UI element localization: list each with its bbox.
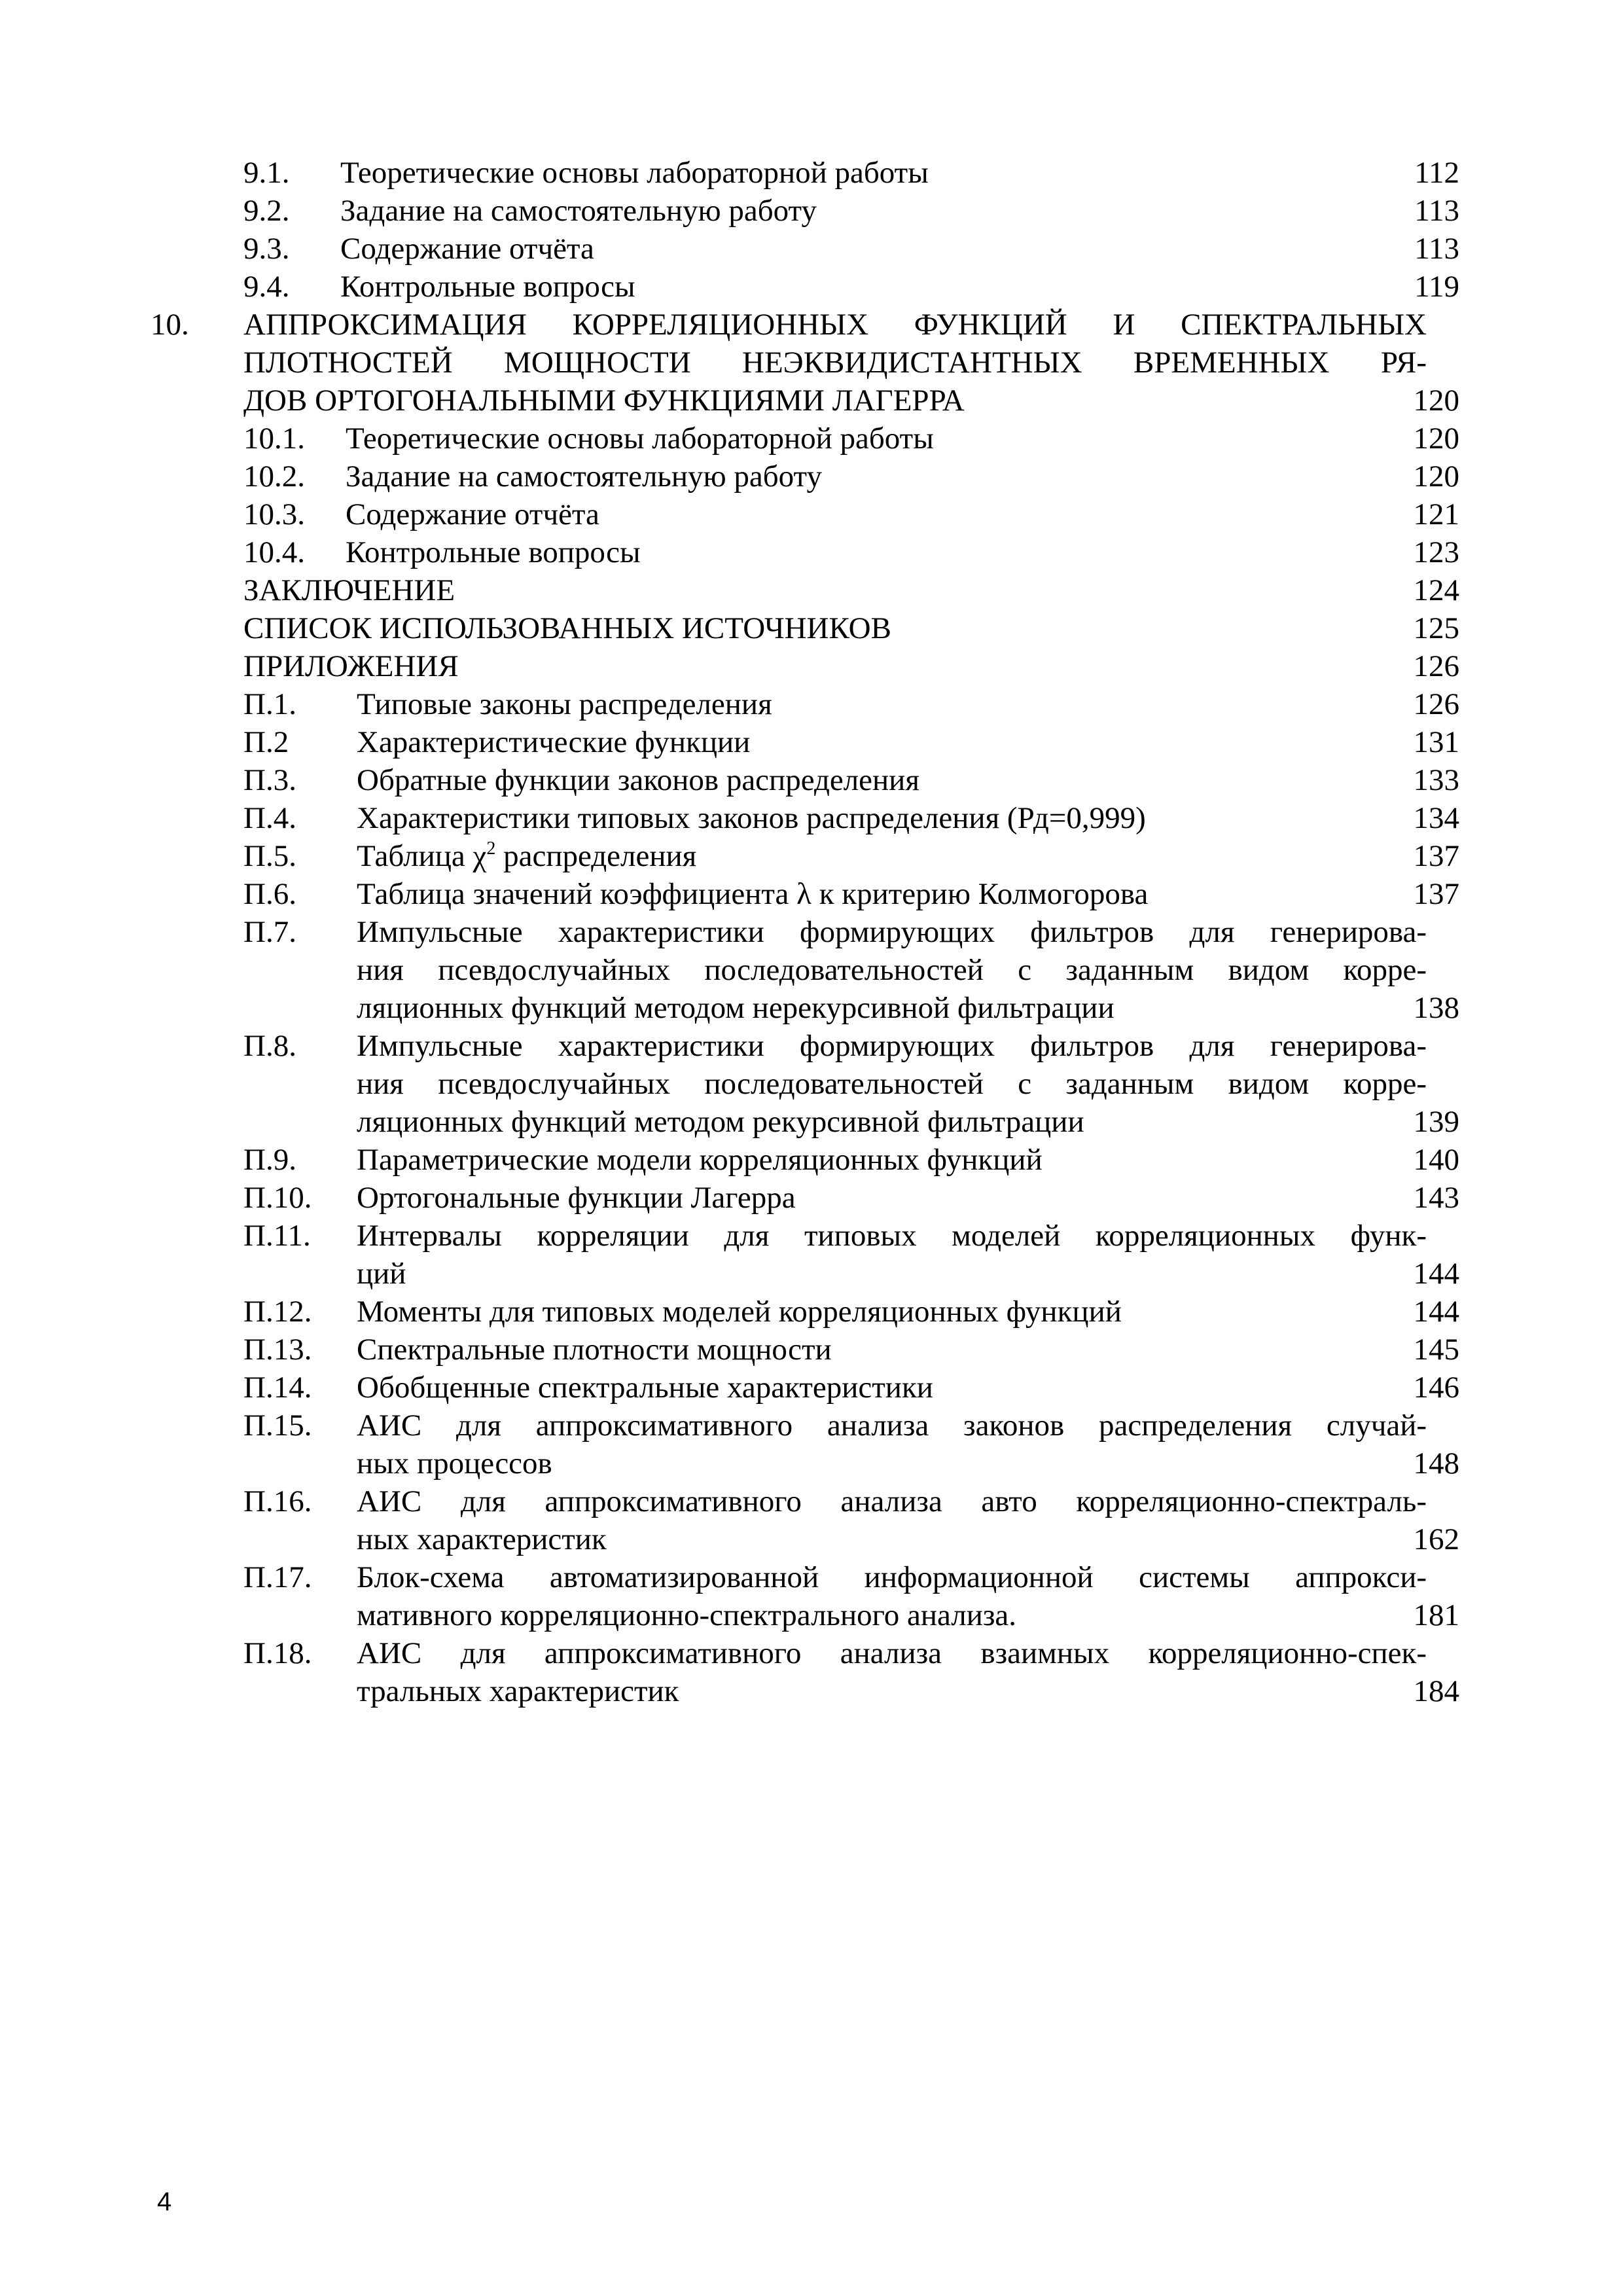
toc-entry: [151, 761, 1459, 799]
toc-entry-page: 148: [1413, 1446, 1459, 1480]
toc-entry-number: П.1.: [243, 687, 296, 721]
toc-entry: [151, 533, 1459, 571]
toc-entry-title: [357, 1027, 1427, 1141]
toc-entry-page: 121: [1413, 497, 1459, 531]
toc-entry-page: 124: [1413, 573, 1459, 607]
toc-entry-title-text: Характеристические функции: [357, 725, 751, 759]
toc-entry-title: [357, 1407, 1427, 1482]
toc-entry: [151, 1217, 1459, 1293]
toc-entry-title-text: Параметрические модели корреляционных функций: [357, 1143, 1043, 1177]
toc-entry-title-line: АИС для аппроксимативного анализа законов распределения случай-: [357, 1408, 1427, 1443]
toc-entry-page: 139: [1413, 1105, 1459, 1139]
toc-entry-title: [340, 268, 1427, 306]
toc-entry: [151, 837, 1459, 875]
toc-entry: [151, 1141, 1459, 1179]
toc-entry-title-line: АИС для аппроксимативного анализа авто корреляционно-спектраль-: [357, 1484, 1427, 1518]
toc-entry: [151, 457, 1459, 495]
table-of-contents: [151, 154, 1459, 1710]
toc-entry-title: [357, 723, 1427, 761]
toc-entry: [151, 1331, 1459, 1369]
toc-entry-title: [243, 306, 1427, 420]
toc-entry: [151, 1179, 1459, 1217]
toc-entry-title: [243, 609, 1427, 647]
toc-entry-title-line: Импульсные характеристики формирующих фильтров для генерирова-: [357, 1029, 1427, 1063]
toc-entry-page: 140: [1413, 1143, 1459, 1177]
toc-entry-title-line: АИС для аппроксимативного анализа взаимных корреляционно-спек-: [357, 1636, 1427, 1670]
toc-entry: [151, 1369, 1459, 1407]
toc-entry: [151, 875, 1459, 913]
toc-entry-page: 113: [1414, 232, 1459, 266]
toc-entry-number: П.11.: [243, 1219, 311, 1253]
toc-entry-title: [357, 1179, 1427, 1217]
toc-entry: [151, 647, 1459, 685]
toc-entry: [151, 306, 1459, 420]
toc-entry: [151, 799, 1459, 837]
toc-entry-title: [357, 1217, 1427, 1293]
toc-entry-page: 138: [1413, 991, 1459, 1025]
toc-entry-number: П.13.: [243, 1333, 312, 1367]
toc-entry-title: [357, 1141, 1427, 1179]
toc-entry-title-text: Ортогональные функции Лагерра: [357, 1181, 796, 1215]
toc-entry-title-text: Содержание отчёта: [340, 232, 594, 266]
toc-entry-title-line: ных процессов: [357, 1446, 552, 1480]
toc-entry: [151, 154, 1459, 192]
toc-entry: [151, 609, 1459, 647]
toc-entry: [151, 571, 1459, 609]
toc-entry: [151, 420, 1459, 457]
toc-entry-page: 162: [1413, 1522, 1459, 1556]
toc-entry-title-text: Задание на самостоятельную работу: [346, 459, 822, 493]
toc-entry-number: П.14.: [243, 1371, 312, 1405]
toc-entry-number: П.10.: [243, 1181, 312, 1215]
toc-entry-title-text: Типовые законы распределения: [357, 687, 772, 721]
toc-entry-title-text: СПИСОК ИСПОЛЬЗОВАННЫХ ИСТОЧНИКОВ: [243, 611, 891, 645]
toc-entry-title: [357, 913, 1427, 1027]
toc-entry-number: 10.: [151, 308, 189, 342]
toc-entry-title-line: ляционных функций методом рекурсивной фильтрации: [357, 1105, 1084, 1139]
toc-entry-number: 9.1.: [243, 156, 290, 190]
toc-entry-number: П.15.: [243, 1408, 312, 1443]
toc-entry-page: 113: [1414, 194, 1459, 228]
toc-entry-title-text: Моменты для типовых моделей корреляционных функций: [357, 1295, 1122, 1329]
toc-entry-page: 137: [1413, 877, 1459, 911]
toc-entry-title-line: ляционных функций методом нерекурсивной фильтрации: [357, 991, 1115, 1025]
toc-entry-number: П.9.: [243, 1143, 296, 1177]
toc-entry-title: [357, 685, 1427, 723]
toc-entry-title-line: ния псевдослучайных последовательностей с заданным видом корре-: [357, 1067, 1427, 1101]
toc-entry-number: П.12.: [243, 1295, 312, 1329]
toc-entry-title-line: тральных характеристик: [357, 1674, 679, 1708]
toc-entry-title-text: Обобщенные спектральные характеристики: [357, 1371, 933, 1405]
toc-entry-title: [243, 647, 1427, 685]
toc-entry: [151, 268, 1459, 306]
toc-entry-number: 10.4.: [243, 535, 305, 569]
toc-entry-page: 143: [1413, 1181, 1459, 1215]
toc-entry-title: [357, 875, 1427, 913]
toc-entry-page: 120: [1413, 459, 1459, 493]
toc-entry-number: 9.4.: [243, 270, 290, 304]
toc-entry-number: П.7.: [243, 915, 296, 949]
toc-entry-number: П.5.: [243, 839, 296, 873]
toc-entry: [151, 1634, 1459, 1710]
toc-entry-page: 133: [1413, 763, 1459, 797]
toc-entry-title: [340, 154, 1427, 192]
toc-entry-title: [357, 799, 1427, 837]
toc-entry-number: П.17.: [243, 1560, 312, 1594]
toc-entry-number: П.3.: [243, 763, 296, 797]
toc-entry-number: П.18.: [243, 1636, 312, 1670]
toc-entry-title-line: ДОВ ОРТОГОНАЛЬНЫМИ ФУНКЦИЯМИ ЛАГЕРРА: [243, 384, 965, 418]
toc-entry-title-text: Таблица $\chi^2$ распределения: [357, 838, 697, 873]
toc-entry-page: 119: [1414, 270, 1459, 304]
toc-entry-page: 126: [1413, 649, 1459, 683]
toc-entry-number: П.16.: [243, 1484, 312, 1518]
toc-entry-page: 134: [1413, 801, 1459, 835]
toc-entry-page: 137: [1413, 839, 1459, 873]
toc-entry-number: 9.3.: [243, 232, 290, 266]
toc-entry-title-line: ных характеристик: [357, 1522, 607, 1556]
toc-entry-title: [357, 1482, 1427, 1558]
toc-entry-title-text: Характеристики типовых законов распределения (Рд=0,999): [357, 801, 1146, 835]
toc-entry-title-text: Контрольные вопросы: [340, 270, 635, 304]
toc-entry-title-text: Теоретические основы лабораторной работы: [340, 156, 929, 190]
toc-entry-title-line: Интервалы корреляции для типовых моделей корреляционных функ-: [357, 1219, 1427, 1253]
toc-entry: [151, 685, 1459, 723]
toc-entry-title: [357, 1634, 1427, 1710]
toc-entry-title-line: Блок-схема автоматизированной информационной системы аппрокси-: [357, 1560, 1427, 1594]
toc-entry-title: [346, 457, 1427, 495]
toc-entry-page: 184: [1413, 1674, 1459, 1708]
toc-entry-title: [357, 837, 1427, 875]
page-number: 4: [157, 2187, 172, 2216]
toc-entry-title: [346, 533, 1427, 571]
toc-entry: [151, 230, 1459, 268]
toc-entry-page: 145: [1413, 1333, 1459, 1367]
toc-entry-title-text: ПРИЛОЖЕНИЯ: [243, 649, 459, 683]
toc-entry-title-line: ПЛОТНОСТЕЙ МОЩНОСТИ НЕЭКВИДИСТАНТНЫХ ВРЕМЕННЫХ РЯ-: [243, 346, 1427, 380]
toc-entry-title-text: Обратные функции законов распределения: [357, 763, 919, 797]
toc-entry-page: 123: [1413, 535, 1459, 569]
toc-entry-title: [346, 495, 1427, 533]
toc-entry: [151, 1482, 1459, 1558]
toc-entry-number: П.2: [243, 725, 289, 759]
toc-entry-title-text: Теоретические основы лабораторной работы: [346, 422, 934, 456]
toc-entry: [151, 1407, 1459, 1482]
toc-entry-title-line: ций: [357, 1257, 406, 1291]
toc-entry-number: 9.2.: [243, 194, 290, 228]
toc-entry-title: [340, 230, 1427, 268]
toc-entry-title: [357, 761, 1427, 799]
toc-entry-title-text: Таблица значений коэффициента λ к критерию Колмогорова: [357, 877, 1149, 911]
toc-entry-number: 10.2.: [243, 459, 305, 493]
toc-entry-title: [340, 192, 1427, 230]
toc-entry-page: 120: [1413, 384, 1459, 418]
toc-entry-number: П.8.: [243, 1029, 296, 1063]
toc-entry-page: 144: [1413, 1257, 1459, 1291]
toc-entry-page: 120: [1413, 422, 1459, 456]
toc-entry-title: [243, 571, 1427, 609]
toc-entry-page: 125: [1413, 611, 1459, 645]
toc-entry-page: 146: [1413, 1371, 1459, 1405]
toc-entry: [151, 1027, 1459, 1141]
toc-entry: [151, 192, 1459, 230]
toc-entry: [151, 1558, 1459, 1634]
toc-entry-title-line: ния псевдослучайных последовательностей с заданным видом корре-: [357, 953, 1427, 987]
toc-entry-number: 10.3.: [243, 497, 305, 531]
toc-entry-page: 112: [1414, 156, 1459, 190]
toc-entry-title-text: Содержание отчёта: [346, 497, 599, 531]
toc-entry-page: 144: [1413, 1295, 1459, 1329]
toc-entry: [151, 723, 1459, 761]
toc-entry-page: 181: [1413, 1598, 1459, 1632]
toc-entry-title-text: Спектральные плотности мощности: [357, 1333, 832, 1367]
toc-entry-title-line: мативного корреляционно-спектрального анализа.: [357, 1598, 1017, 1632]
toc-entry-title: [357, 1369, 1427, 1407]
toc-entry: [151, 495, 1459, 533]
toc-entry-page: 126: [1413, 687, 1459, 721]
toc-entry-title-text: Контрольные вопросы: [346, 535, 641, 569]
toc-entry-number: П.6.: [243, 877, 296, 911]
toc-entry-page: 131: [1413, 725, 1459, 759]
toc-entry-number: 10.1.: [243, 422, 305, 456]
toc-entry-title-line: АППРОКСИМАЦИЯ КОРРЕЛЯЦИОННЫХ ФУНКЦИЙ И СПЕКТРАЛЬНЫХ: [243, 308, 1427, 342]
toc-entry-title: [346, 420, 1427, 457]
toc-entry-title: [357, 1558, 1427, 1634]
toc-entry-number: П.4.: [243, 801, 296, 835]
toc-entry-title-text: ЗАКЛЮЧЕНИЕ: [243, 573, 455, 607]
toc-entry-title-text: Задание на самостоятельную работу: [340, 194, 817, 228]
toc-entry-title-line: Импульсные характеристики формирующих фильтров для генерирова-: [357, 915, 1427, 949]
toc-entry: [151, 913, 1459, 1027]
toc-entry: [151, 1293, 1459, 1331]
toc-entry-title: [357, 1293, 1427, 1331]
toc-entry-title: [357, 1331, 1427, 1369]
